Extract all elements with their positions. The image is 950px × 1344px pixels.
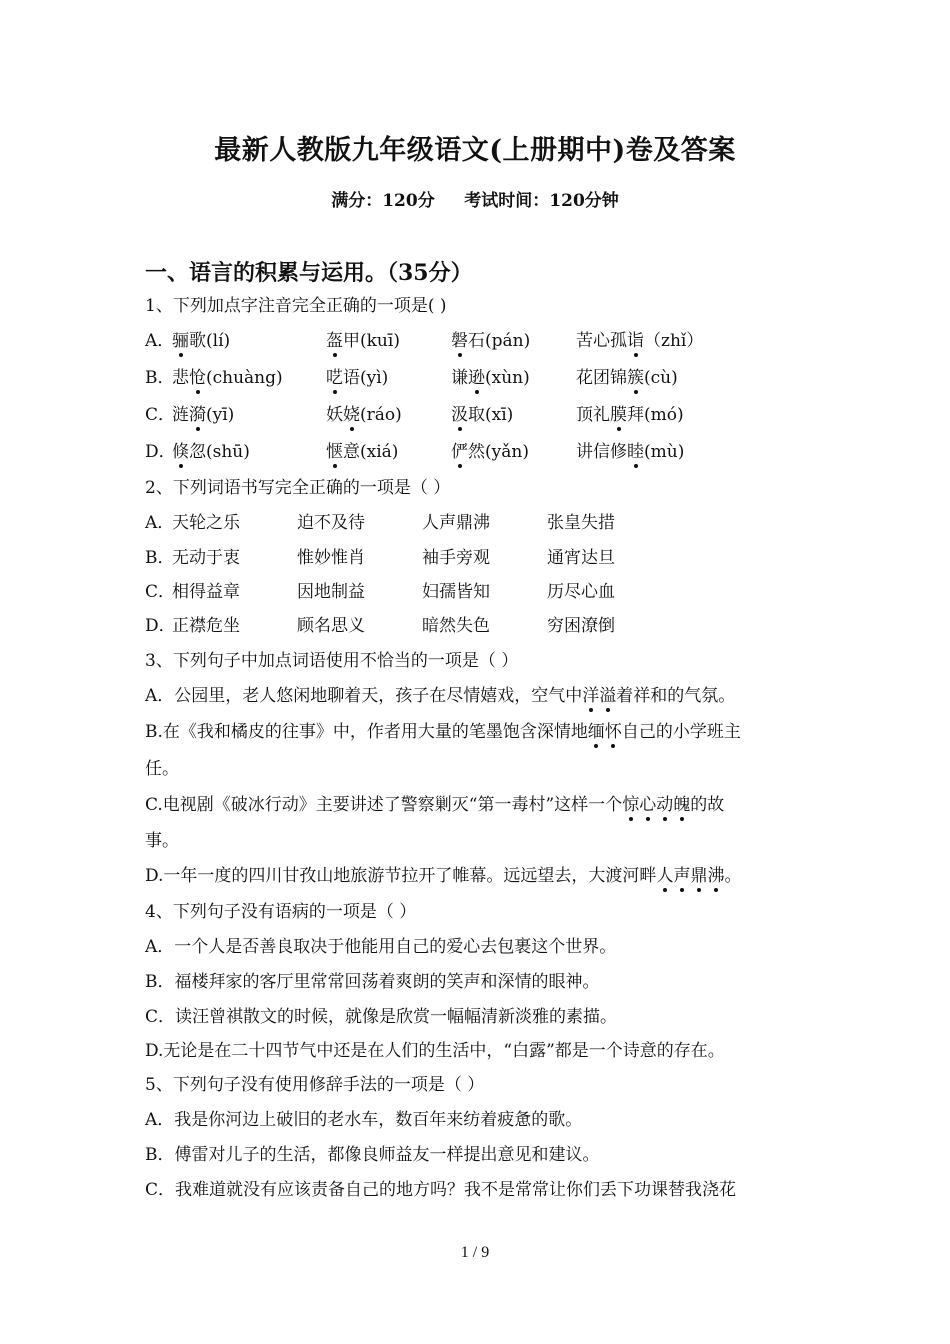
dotted-char: 娆 [343, 405, 360, 425]
dotted-word [588, 722, 622, 742]
q2-option-word: 正襟危坐 [172, 616, 240, 636]
q2-option-word: 穷困潦倒 [547, 616, 615, 636]
q2-option-label: B． [145, 548, 175, 568]
dotted-char: 膜 [610, 405, 627, 425]
text: 拜(mó) [627, 405, 684, 425]
dotted-word [582, 686, 616, 706]
text: 歌(lí) [189, 331, 231, 351]
q3-option-c [145, 793, 724, 817]
q4-option: A．一个人是否善良取决于他能用自己的爱心去包裹这个世界。 [145, 937, 617, 957]
dotted-char: 心 [639, 795, 657, 815]
q1-option-item [576, 403, 684, 427]
q2-option-word: 天轮之乐 [172, 513, 240, 533]
text: D.一年一度的四川甘孜山地旅游节拉开了帷幕。远远望去，大渡河畔 [145, 866, 657, 886]
text: 妖 [326, 405, 343, 425]
q2-option-word: 暗然失色 [422, 616, 490, 636]
q1-stem: 1、下列加点字注音完全正确的一项是( ) [145, 296, 447, 316]
q2-option-word: 妇孺皆知 [422, 582, 490, 602]
dotted-char: 骊 [172, 331, 189, 351]
dotted-char: 缅 [587, 722, 605, 742]
page-number: 1 / 9 [460, 1244, 490, 1261]
q1-option-item [451, 403, 513, 427]
dotted-char: 声 [673, 866, 691, 886]
q2-option-word: 人声鼎沸 [422, 513, 490, 533]
section-heading: 一、语言的积累与运用。（35分） [145, 260, 473, 286]
text: A．公园里，老人悠闲地聊着天，孩子在尽情嬉戏，空气中 [145, 686, 583, 706]
text: (chuàng) [206, 368, 283, 388]
q2-stem: 2、下列词语书写完全正确的一项是（ ） [145, 478, 451, 498]
q1-option-label: C． [145, 405, 176, 425]
text: (mù) [644, 442, 685, 462]
q5-option: A．我是你河边上破旧的老水车，数百年来纺着疲惫的歌。 [145, 1110, 583, 1130]
q1-option-item [451, 329, 530, 353]
text: (yī) [206, 405, 235, 425]
dotted-word [622, 795, 690, 815]
q3-option-d [145, 864, 741, 888]
text: （zhǐ） [644, 331, 704, 351]
q4-stem: 4、下列句子没有语病的一项是（ ） [145, 902, 417, 922]
q1-option-item [576, 366, 678, 390]
q2-option-word: 相得益章 [172, 582, 240, 602]
q2-option-label: C． [145, 582, 176, 602]
q1-option-item [172, 366, 283, 390]
dotted-char: 动 [656, 795, 674, 815]
text: 忽(shū) [189, 442, 250, 462]
dotted-char: 呓 [326, 368, 343, 388]
q2-option-word: 无动于衷 [172, 548, 240, 568]
q3-option-a [145, 684, 735, 708]
dotted-char: 人 [656, 866, 674, 886]
dotted-char: 鼎 [690, 866, 708, 886]
q3-stem: 3、下列句子中加点词语使用不恰当的一项是（ ） [145, 651, 519, 671]
dotted-word [656, 866, 724, 886]
q2-option-word: 袖手旁观 [422, 548, 490, 568]
q2-option-word: 通宵达旦 [547, 548, 615, 568]
q3-option-b-cont: 任。 [145, 759, 179, 779]
dotted-char: 魄 [673, 795, 691, 815]
q1-option-item [451, 366, 530, 390]
dotted-char: 俨 [451, 442, 468, 462]
q1-option-label: A． [145, 331, 175, 351]
text: (ráo) [360, 405, 402, 425]
q4-option: D.无论是在二十四节气中还是在人们的生活中，“白露”都是一个诗意的存在。 [145, 1041, 725, 1061]
text: 苦心孤 [576, 331, 627, 351]
text: 。 [724, 866, 742, 886]
q1-option-item [326, 403, 402, 427]
text: 花团锦 [576, 368, 627, 388]
q1-option-item [326, 329, 400, 353]
dotted-char: 诣 [627, 331, 644, 351]
text: 顶礼 [576, 405, 610, 425]
dotted-char: 磐 [451, 331, 468, 351]
q1-option-item [451, 440, 529, 464]
dotted-char: 漪 [189, 405, 206, 425]
dotted-char: 惬 [326, 442, 343, 462]
text: (cù) [644, 368, 678, 388]
text: 讲信修 [576, 442, 627, 462]
q1-option-label: B． [145, 368, 175, 388]
text: 取(xī) [468, 405, 514, 425]
q1-option-item [576, 329, 703, 353]
text: 涟 [172, 405, 189, 425]
text: 着祥和的气氛。 [616, 686, 736, 706]
dotted-char: 怆 [189, 368, 206, 388]
q3-option-c-cont: 事。 [145, 831, 179, 851]
q5-stem: 5、下列句子没有使用修辞手法的一项是（ ） [145, 1075, 485, 1095]
q1-option-item [576, 440, 684, 464]
q1-option-label: D． [145, 442, 176, 462]
q1-option-item [172, 440, 250, 464]
dotted-char: 怀 [604, 722, 622, 742]
text: (xùn) [485, 368, 530, 388]
text: B.在《我和橘皮的往事》中，作者用大量的笔墨饱含深情地 [145, 722, 588, 742]
dotted-char: 汲 [451, 405, 468, 425]
text: 语(yì) [343, 368, 389, 388]
dotted-char: 倏 [172, 442, 189, 462]
q2-option-word: 迫不及待 [297, 513, 365, 533]
q1-option-item [172, 329, 230, 353]
dotted-char: 盔 [326, 331, 343, 351]
q2-option-word: 历尽心血 [547, 582, 615, 602]
dotted-char: 洋 [582, 686, 600, 706]
q2-option-word: 因地制益 [297, 582, 365, 602]
text: 甲(kuī) [343, 331, 400, 351]
q2-option-word: 顾名思义 [297, 616, 365, 636]
dotted-char: 惊 [622, 795, 640, 815]
page-title: 最新人教版九年级语文(上册期中)卷及答案 [214, 135, 736, 166]
text: 的故 [690, 795, 725, 815]
q1-option-item [326, 440, 398, 464]
q1-option-item [326, 366, 388, 390]
dotted-char: 睦 [627, 442, 644, 462]
q2-option-label: A． [145, 513, 175, 533]
dotted-char: 逊 [468, 368, 485, 388]
exam-info: 满分：120分 考试时间：120分钟 [331, 191, 619, 211]
q1-option-item [172, 403, 234, 427]
dotted-char: 簇 [627, 368, 644, 388]
text: 自己的小学班主 [621, 722, 741, 742]
q4-option: C．读汪曾祺散文的时候，就像是欣赏一幅幅清新淡雅的素描。 [145, 1007, 618, 1027]
q3-option-b [145, 720, 741, 744]
text: 谦 [451, 368, 468, 388]
dotted-char: 沸 [707, 866, 725, 886]
text: 悲 [172, 368, 189, 388]
text: 意(xiá) [343, 442, 399, 462]
text: 然(yǎn) [468, 442, 529, 462]
q5-option: B．傅雷对儿子的生活，都像良师益友一样提出意见和建议。 [145, 1145, 600, 1165]
text: 石(pán) [468, 331, 531, 351]
q2-option-word: 张皇失措 [547, 513, 615, 533]
q2-option-label: D． [145, 616, 176, 636]
q4-option: B．福楼拜家的客厅里常常回荡着爽朗的笑声和深情的眼神。 [145, 972, 600, 992]
text: C.电视剧《破冰行动》主要讲述了警察剿灭“第一毒村”这样一个 [145, 795, 623, 815]
q2-option-word: 惟妙惟肖 [297, 548, 365, 568]
q5-option: C．我难道就没有应该责备自己的地方吗？我不是常常让你们丢下功课替我浇花 [145, 1180, 737, 1200]
dotted-char: 溢 [599, 686, 617, 706]
